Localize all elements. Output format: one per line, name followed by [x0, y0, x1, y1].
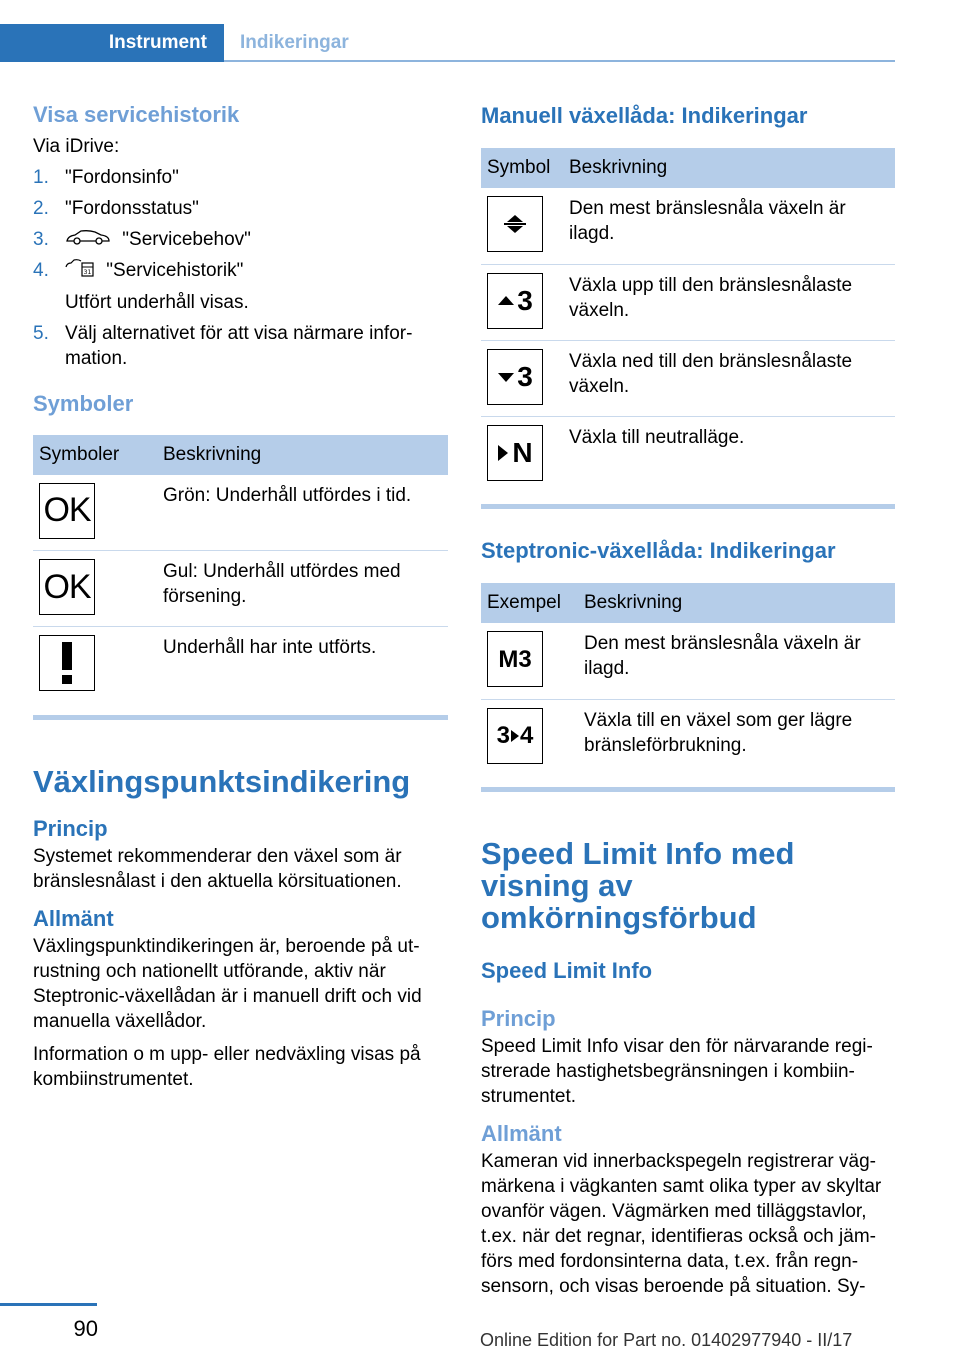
- footer-rule: [0, 1303, 97, 1306]
- principle-heading: Princip: [33, 815, 108, 841]
- speed-limit-subheading: Speed Limit Info: [481, 958, 653, 983]
- table-row: [481, 264, 895, 340]
- tab-indikeringar[interactable]: Indikeringar: [240, 32, 349, 53]
- table-row: [481, 340, 895, 416]
- gear-label: 4: [520, 722, 534, 749]
- table-cell: Grön: Underhåll utfördes i tid.: [157, 475, 448, 551]
- gear-label: 3: [517, 285, 533, 316]
- speed-limit-heading: Speed Limit Info med visning av omkörningsförbud: [481, 836, 795, 935]
- list-item: [33, 196, 448, 221]
- general-text-1: Växlingspunktindikeringen är, beroende på ut‐rustning och nationellt utförande, aktiv när Steptronic-växellådan är i manuell drift och vid manuella växellådor.: [33, 935, 422, 1032]
- manual-gearbox-table: [481, 148, 895, 492]
- table-row: [481, 188, 895, 264]
- step-number: 2.: [33, 198, 49, 219]
- service-steps-list: [33, 165, 448, 371]
- edition-label: Online Edition for Part no. 01402977940 - II/17: [480, 1330, 853, 1350]
- step-number: 1.: [33, 167, 49, 188]
- ok-yellow-icon: OK: [39, 559, 95, 615]
- right-column: [481, 100, 895, 1299]
- table-header: Beskrivning: [563, 148, 895, 188]
- gear-m3-icon: [487, 631, 543, 687]
- table-row: [481, 623, 895, 699]
- table-cell: Växla upp till den bränslesnålaste växeln.: [563, 264, 895, 340]
- gear-3-to-4-icon: [487, 708, 543, 764]
- table-cell: Växla till neutralläge.: [569, 426, 745, 448]
- general-heading: Allmänt: [33, 905, 114, 931]
- table-header: Beskrivning: [578, 583, 895, 623]
- gear-neutral-icon: [487, 425, 543, 481]
- step-number: 3.: [33, 229, 49, 250]
- table-cell: Den mest bränslesnåla växeln är ilagd.: [563, 188, 895, 264]
- table-row: [33, 475, 448, 551]
- svg-text:31: 31: [83, 268, 92, 276]
- shift-point-heading: Växlingspunktsindikering: [33, 763, 411, 799]
- speed-general-heading: Allmänt: [481, 1121, 562, 1146]
- tab-instrument[interactable]: Instrument: [0, 24, 224, 62]
- table-cell: Den mest bränslesnåla växeln är ilagd.: [578, 623, 895, 699]
- car-outline-icon: [65, 227, 111, 252]
- list-item: [33, 227, 448, 252]
- page-number: 90: [73, 1316, 98, 1341]
- table-header: Beskrivning: [157, 435, 448, 475]
- table-header: Symboler: [33, 435, 157, 475]
- table-cell: Gul: Underhåll utfördes med försening.: [157, 551, 448, 627]
- header-bar: [0, 24, 895, 62]
- table-cell: Växla till en växel som ger lägre bränsleförbrukning.: [584, 709, 853, 756]
- table-row: [33, 627, 448, 703]
- gear-up-3-icon: [487, 273, 543, 329]
- symbols-table: [33, 435, 448, 703]
- speed-principle-text: Speed Limit Info visar den för närvarande regi‐strerade hastighetsbegränsningen i kombiin‐strumentet.: [481, 1036, 873, 1107]
- car-calendar-icon: [65, 259, 95, 284]
- step-text: "Fordonsstatus": [65, 198, 199, 219]
- table-header: Exempel: [481, 583, 578, 623]
- left-column: [33, 100, 448, 1092]
- speed-general-text: Kameran vid innerbackspegeln registrerar väg‐märkena i vägkanten samt olika typer av skyltar ovanför vägen. Vägmärken med tilläggstavlor, t.ex. när det regnar, identifieras också och jäm‐förs med fordonsinterna data, t.ex. från regn‐sensorn, och visas beroende på situation. Sy-: [481, 1151, 882, 1297]
- gear-label: 3: [496, 722, 510, 749]
- list-item: [33, 165, 448, 190]
- gear-label: 3: [517, 361, 533, 392]
- manual-gearbox-heading: Manuell växellåda: Indikeringar: [481, 103, 808, 128]
- steptronic-table: [481, 583, 895, 775]
- table-end-rule: [33, 715, 448, 720]
- step-text: "Servicebehov": [122, 229, 251, 250]
- service-history-heading: Visa servicehistorik: [33, 102, 240, 127]
- table-row: [481, 699, 895, 775]
- symbols-heading: Symboler: [33, 390, 134, 416]
- exclamation-icon: [39, 635, 95, 691]
- table-header: Symbol: [481, 148, 563, 188]
- header-divider: [224, 60, 895, 62]
- general-text-2: Information o m upp- eller nedväxling visas på kombiinstrumentet.: [33, 1043, 421, 1090]
- list-item: [33, 321, 448, 371]
- ok-green-icon: OK: [39, 483, 95, 539]
- step-text: "Fordonsinfo": [65, 167, 179, 188]
- gear-label: N: [512, 437, 533, 468]
- principle-text: Systemet rekommenderar den växel som är bränslesnålast i den aktuella körsituationen.: [33, 845, 402, 892]
- table-row: [481, 416, 895, 492]
- table-end-rule: [481, 787, 895, 792]
- gear-optimal-icon: [487, 196, 543, 252]
- step-number: 4.: [33, 260, 49, 282]
- table-end-rule: [481, 504, 895, 509]
- steptronic-heading: Steptronic-växellåda: Indikeringar: [481, 538, 836, 563]
- step-text: "Servicehistorik": [106, 260, 244, 282]
- table-cell: Växla ned till den bränslesnålaste växeln.: [563, 340, 895, 416]
- step-number: 5.: [33, 322, 49, 344]
- service-history-intro: Via iDrive:: [33, 136, 120, 157]
- step-subtext: Utfört underhåll visas.: [65, 291, 249, 313]
- table-row: [33, 551, 448, 627]
- gear-down-3-icon: [487, 349, 543, 405]
- speed-principle-heading: Princip: [481, 1006, 556, 1031]
- gear-label: M3: [498, 645, 532, 673]
- table-cell: Underhåll har inte utförts.: [163, 637, 377, 659]
- list-item: [33, 258, 448, 314]
- step-text: Välj alternativet för att visa närmare infor‐mation.: [65, 322, 413, 369]
